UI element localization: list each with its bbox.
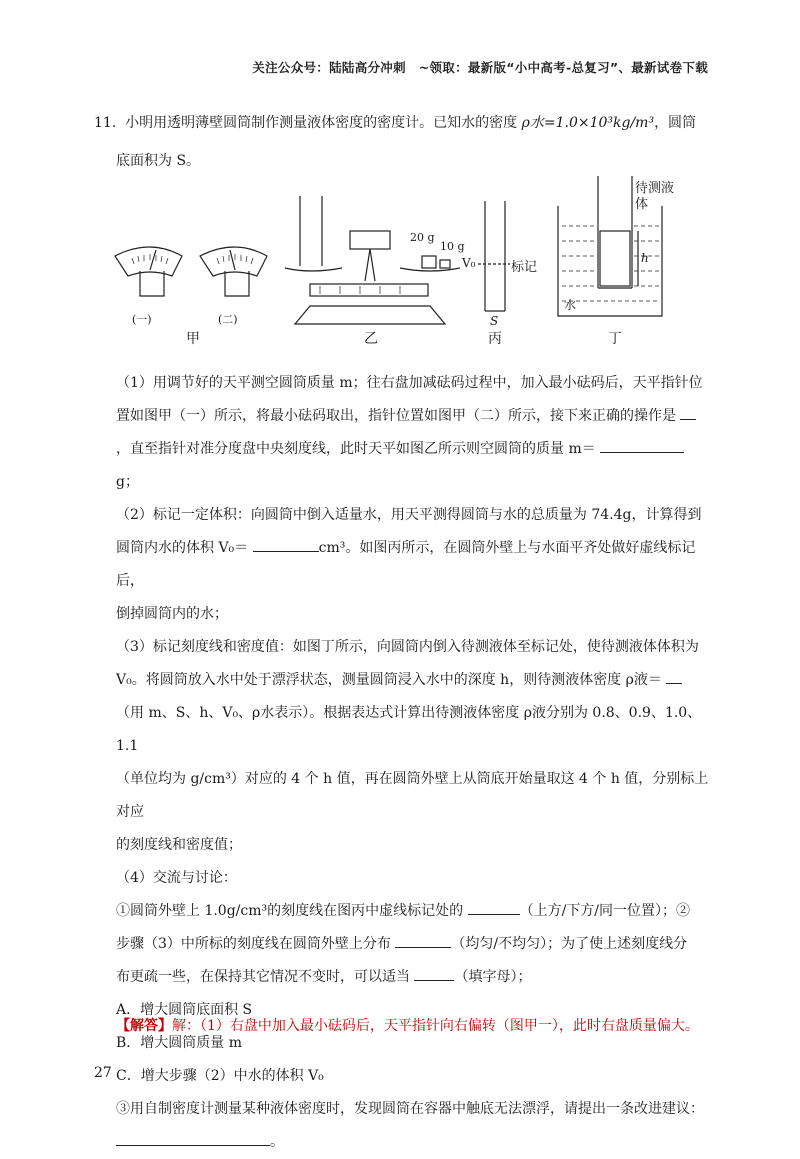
question-line-2: 底面积为 S。: [116, 153, 201, 169]
sub-label-two: (二): [218, 313, 238, 326]
weight-label-20g: 20 g: [410, 231, 435, 244]
cylinder: [478, 201, 510, 311]
liquid-label: 待测液体: [635, 181, 675, 212]
part3-line-b: [116, 664, 710, 697]
blank-mass[interactable]: [600, 436, 684, 453]
figure-label-ding: 丁: [608, 331, 622, 347]
part1-line-d: g；: [116, 474, 139, 490]
part2-line-a: （2）标记一定体积：向圆筒中倒入适量水，用天平测得圆筒与水的总质量为 74.4g，计算得到: [116, 507, 702, 523]
option-a: A．增大圆筒底面积 S: [116, 1002, 253, 1018]
figure-label-jia: 甲: [186, 331, 200, 347]
part4-line-b-text: ①圆筒外壁上 1.0g/cm³的刻度线在图丙中虚线标记处的: [116, 903, 464, 919]
part2-line-c: 倒掉圆筒内的水；: [116, 606, 228, 622]
blank-choice[interactable]: [414, 964, 454, 981]
dial-two: [200, 247, 267, 296]
v0-label: V₀: [462, 256, 476, 270]
experiment-figure: [110, 176, 720, 348]
part4-line-c-rest: （均匀/不均匀）；为了使上述刻度线分: [451, 936, 688, 952]
part4-line-c-text: 步骤（3）中所标的刻度线在圆筒外壁上分布: [116, 936, 391, 952]
part3-line-a: （3）标记刻度线和密度值：如图丁所示，向圆筒内倒入待测液体至标记处，使待测液体体积为: [116, 639, 699, 655]
part4-line-d-text: 布更疏一些，在保持其它情况不变时，可以适当: [116, 969, 410, 985]
blank-density[interactable]: [666, 667, 682, 684]
question-number: 11.: [94, 115, 117, 131]
blank-operation[interactable]: [680, 403, 696, 420]
blank-volume[interactable]: [253, 535, 319, 552]
dial-one: [115, 247, 182, 296]
part2-line-b: [116, 532, 710, 598]
part2-line-b-rest: cm³。如图丙所示，在圆筒外壁上与水面平齐处做好虚线标记后，: [116, 540, 696, 589]
option-c: C．增大步骤（2）中水的体积 V₀: [116, 1068, 324, 1084]
figure-label-yi: 乙: [364, 331, 378, 347]
part3-line-b-text: V₀。将圆筒放入水中处于漂浮状态，测量圆筒浸入水中的深度 h，则待测液体密度 ρ液＝: [116, 672, 662, 688]
answer-text: 解：（1）右盘中加入最小砝码后，天平指针向右偏转（图甲一），此时右盘质量偏大。: [172, 1018, 699, 1034]
question-text: 小明用透明薄壁圆筒制作测量液体密度的密度计。已知水的密度: [125, 115, 518, 131]
answer-tag: 【解答】: [116, 1018, 172, 1034]
part4-line-f-end: 。: [270, 1134, 284, 1150]
answer-line: [116, 1015, 699, 1035]
mark-label: 标记: [511, 260, 538, 275]
part4-line-d-rest: （填字母）；: [454, 969, 532, 985]
part2-line-b-text: 圆筒内水的体积 V₀＝: [116, 540, 249, 556]
page-number: 27: [94, 1065, 112, 1081]
part4-line-b-rest: （上方/下方/同一位置）；②: [519, 903, 691, 919]
part3-line-d: （单位均为 g/cm³）对应的 4 个 h 值，再在圆筒外壁上从筒底开始量取这 4 个 h 值，分别标上对应: [116, 771, 709, 820]
part1-line-c: [116, 433, 710, 466]
blank-position[interactable]: [468, 898, 520, 915]
part4-line-a: （4）交流与讨论：: [116, 870, 237, 886]
part4-line-c: [116, 928, 710, 961]
question-line-1: [94, 112, 696, 132]
part3-line-c: （用 m、S、h、V₀、ρ水表示）。根据表达式计算出待测液体密度 ρ液分别为 0.8、0.9、1.0、1.1: [116, 705, 702, 754]
part1-line-a: （1）用调节好的天平测空圆筒质量 m；往右盘加减砝码过程中，加入最小砝码后，天平指针位: [116, 375, 703, 391]
part4-line-d: [116, 961, 710, 994]
part3-line-e: 的刻度线和密度值；: [116, 837, 242, 853]
sub-label-one: (一): [132, 313, 152, 326]
question-text-end: ，圆筒: [654, 115, 697, 131]
part4-line-e: ③用自制密度计测量某种液体密度时，发现圆筒在容器中触底无法漂浮，请提出一条改进建议：: [116, 1101, 704, 1117]
water-density: ρ水=1.0×10³kg/m³: [521, 115, 655, 131]
part4-line-f: [116, 1126, 710, 1159]
s-label: S: [490, 314, 499, 328]
figure-label-bing: 丙: [488, 331, 502, 347]
part1-line-b: [116, 400, 710, 433]
page-header: 关注公众号：陆陆高分冲刺 ~领取：最新版“小中高考-总复习”、最新试卷下载: [252, 60, 708, 75]
figure-svg: [110, 176, 720, 348]
option-b: B．增大圆筒质量 m: [116, 1035, 243, 1051]
part4-line-b: [116, 895, 710, 928]
blank-uniform[interactable]: [395, 931, 451, 948]
water-label: 水: [564, 298, 577, 312]
part1-line-c-text: ，直至指针对准分度盘中央刻度线，此时天平如图乙所示则空圆筒的质量 m＝: [116, 441, 596, 457]
weight-label-10g: 10 g: [440, 240, 465, 253]
question-body: [116, 367, 710, 1159]
balance: [285, 196, 460, 324]
h-label: h: [641, 251, 649, 265]
part1-line-b-text: 置如图甲（一）所示，将最小砝码取出，指针位置如图甲（二）所示，接下来正确的操作是: [116, 408, 676, 424]
